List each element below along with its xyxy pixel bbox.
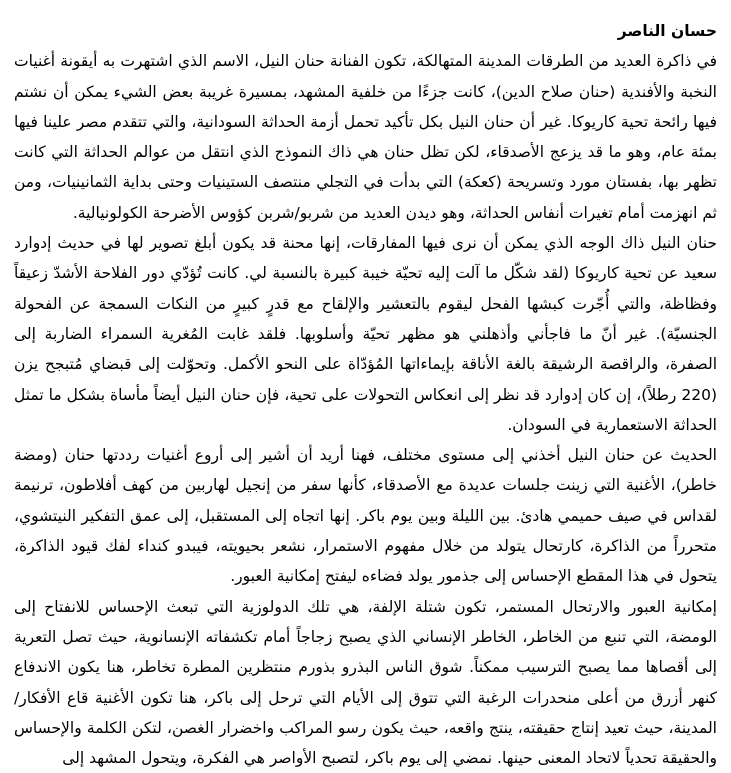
- author-name: حسان الناصر: [617, 22, 717, 40]
- article-paragraph-4: إمكانية العبور والارتحال المستمر، تكون شتلة الإلفة، هي تلك الدولوزية التي تبعث الإحساس للانفتاح إلى الومضة، التي تنبع من الخاطر، الخاطر الإنساني الذي يصبح زجاجاً أمام تكشفاته الإنسانوية، حيث تصل التعرية إلى أقصاها مما يصبح الترسيب ممكناً. شوق الناس البذرو بذورم منتظرين المطرة تخاطر، هنا يكون الاندفاع كنهر أزرق من أعلى منحدرات الرغبة التي تتوق إلى الأيام التي ترحل إلى باكر، هنا تكون الأغنية قاع الأفكار/ المدينة، حيث تعيد إنتاج حقيقته، ينتج واقعه، حيث يكون رسو المراكب واخضرار الغصن، لتكن الكلمة والإحساس والحقيقة تحدياً لاتحاد المعنى حينها. نمضي إلى يوم باكر، لتصبح الأواصر هي الفكرة، ويتحول المشهد إلى: [14, 597, 717, 768]
- article-paragraph-1: في ذاكرة العديد من الطرقات المدينة المتهالكة، تكون الفنانة حنان النيل، الاسم الذي اشتهرت به أيقونة أغنيات النخبة والأفندية (حنان صلاح الدين)، كانت جزءًا من خلفية المشهد، بمسيرة غريبة بعض الشيء يمكن أن نشتم فيها رائحة تحية كاريوكا. غير أن حنان النيل بكل تأكيد تحمل أزمة الحداثة السودانية، والتي تتقدم مصر علينا فيها بمئة عام، وهو ما قد يزعج الأصدقاء، لكن تظل حنان هي ذاك النموذج الذي انتقل من عوالم الحداثة التي كانت تظهر بها، بفستان مورد وتسريحة (كعكة) التي بدأت في التجلي منتصف الستينيات وحتى بداية الثمانينيات، ومن ثم انهزمت أمام تغيرات أنفاس الحداثة، وهو ديدن العديد من شربو/شربن كؤوس الأضرحة الكولونيالية.: [14, 52, 717, 222]
- article-paragraph-2: حنان النيل ذاك الوجه الذي يمكن أن نرى فيها المفارقات، إنها محنة قد يكون أبلغ تصوير لها في حديث إدوارد سعيد عن تحية كاريوكا (لقد شكّل ما آلت إليه تحيّة خيبة كبيرة بالنسبة لي. كانت تُؤدّي دور الفلاحة الأشدّ زعيقاً وفظاظة، والتي أُجّرت كبشها الفحل ليقوم بالتعشير والإلقاح مع قدرٍ كبيرٍ من النكات السمجة عن الفحولة الجنسيّة). غير أنّ ما فاجأني وأذهلني هو مظهر تحيّة وأسلوبها. فلقد غابت المُغرية السمراء الضاربة إلى الصفرة، والراقصة الرشيقة بالغة الأناقة بإيماءاتها المُؤدّاة على النحو الأكمل. وتحوّلت إلى قبضاي مُتبجح يزن (220 رطلاً)، إن كان إدوارد قد نظر إلى انعكاس التحولات على تحية، فإن حنان النيل أيضاً مأساة بشكل ما تمثل الحداثة الاستعمارية في السودان.: [14, 234, 717, 434]
- article-paragraph-3: الحديث عن حنان النيل أخذني إلى مستوى مختلف، فهنا أريد أن أشير إلى أروع أغنيات رددتها حنان (ومضة خاطر)، الأغنية التي زينت جلسات عديدة مع الأصدقاء، كأنها سفر من إنجيل لهاربين من كهف أفلاطون، ترنيمة لقداس في صيف حميمي هادئ. بين الليلة وبين يوم باكر. إنها اتجاه إلى المستقبل، إلى عمق التفكير النيتشوي، متحرراً من الذاكرة، كارتحال يتولد من خلال مفهوم الاستمرار، نشعر بحيويته، فيبدو كنداء لفك قيود الذاكرة، يتحول في هذا المقطع الإحساس إلى جذمور يولد فضاءه ليفتح إمكانية العبور.: [14, 446, 717, 586]
